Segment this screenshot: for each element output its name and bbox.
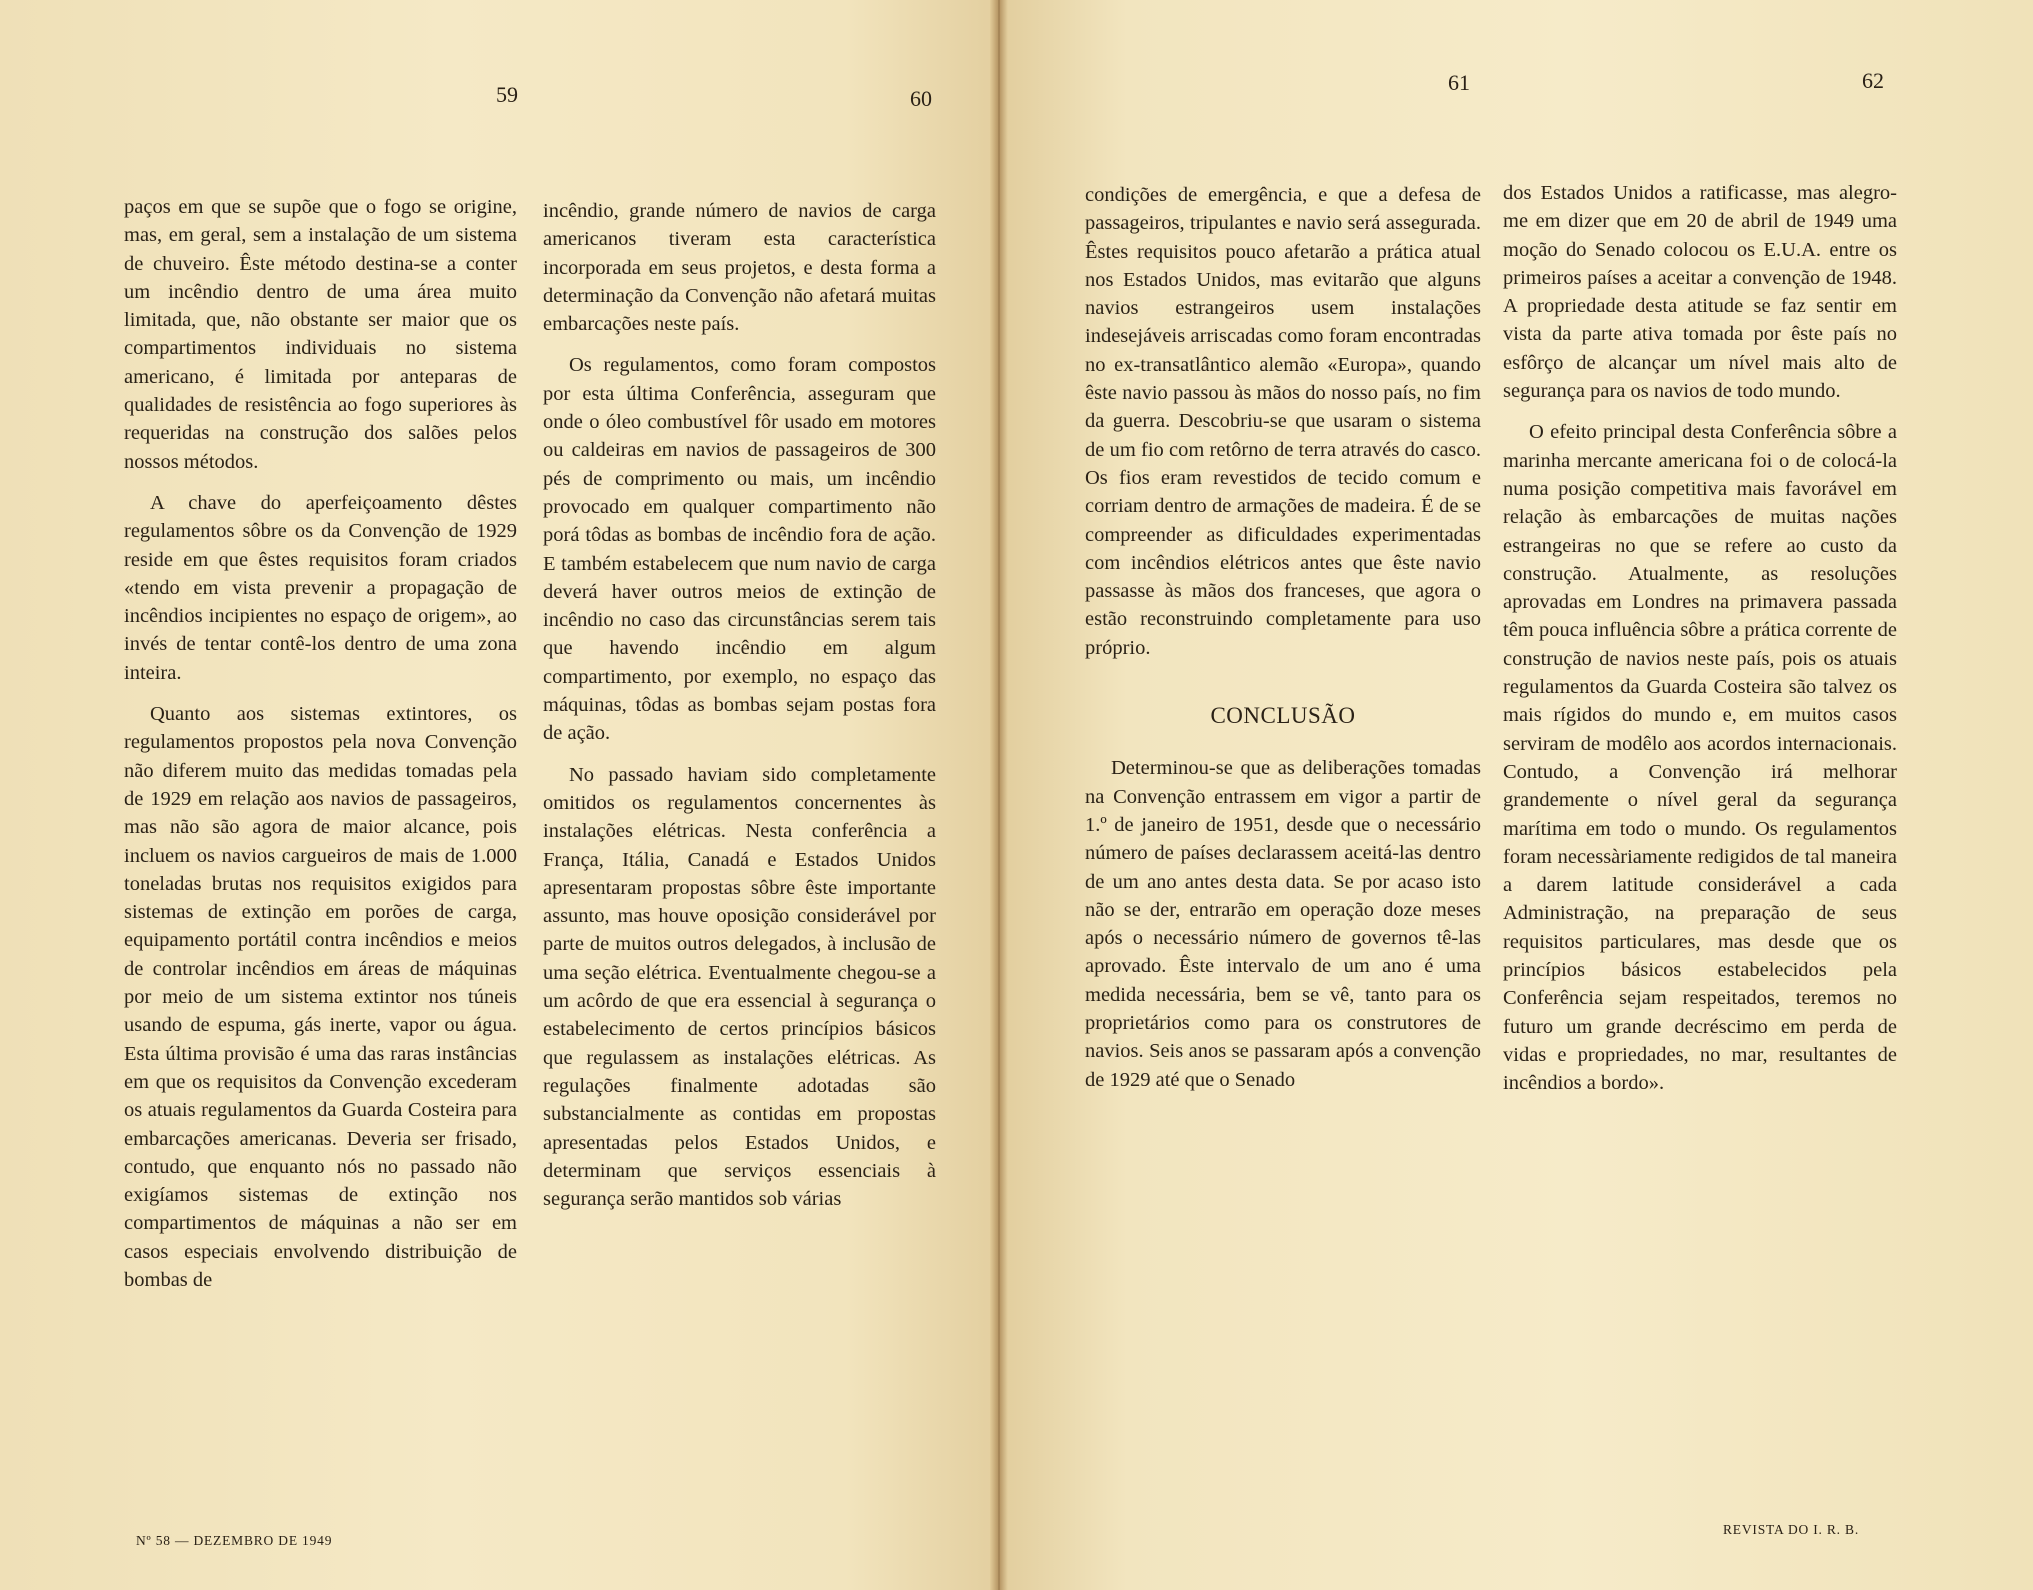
column-page-60 <box>543 197 936 1226</box>
column-page-61 <box>1085 181 1481 1107</box>
paragraph: incêndio, grande número de navios de carga americanos tiveram esta característica incorporada em seus projetos, e desta forma a determinação da Convenção não afetará muitas embarcações neste país. <box>543 200 936 336</box>
page-number-62: 62 <box>1862 68 1884 93</box>
paragraph: No passado haviam sido completamente omitidos os regulamentos concernentes às instalações elétricas. Nesta conferência a França, Itália, Canadá e Estados Unidos apresentaram propostas sôbre êste importante assunto, mas houve oposição considerável por parte de muitos outros delegados, à inclusão de uma seção elétrica. Eventualmente chegou-se a um acôrdo de que era essencial à segurança o estabelecimento de certos princípios básicos que regulassem as instalações elétricas. As regulações finalmente adotadas são substancialmente as contidas em propostas apresentadas pelos Estados Unidos, e determinam que serviços essenciais à segurança serão mantidos sob várias <box>543 763 936 1211</box>
paragraph: Determinou-se que as deliberações tomadas na Convenção entrassem em vigor a partir de 1.º de janeiro de 1951, desde que o necessário número de países declarassem aceitá-las dentro de um ano antes desta data. Se por acaso isto não se der, entrarão em operação doze meses após o necessário número de governos tê-las aprovado. Êste intervalo de um ano é uma medida necessária, bem se vê, tanto para os proprietários como para os construtores de navios. Seis anos se passaram após a convenção de 1929 até que o Senado <box>1085 757 1481 1091</box>
paragraph: paços em que se supõe que o fogo se origine, mas, em geral, sem a instalação de um sistema de chuveiro. Êste método destina-se a conter um incêndio dentro de uma área muito limitada, que, não obstante ser maior que os compartimentos individuais no sistema americano, é limitada por anteparas de qualidades de resistência ao fogo superiores às requeridas na construção dos salões pelos nossos métodos. <box>124 196 517 473</box>
paragraph: Os regulamentos, como foram compostos por esta última Conferência, asseguram que onde o óleo combustível fôr usado em motores ou caldeiras em navios de passageiros de 300 pés de comprimento ou mais, um incêndio provocado em qualquer compartimento não porá tôdas as bombas de incêndio fora de ação. E também estabelecem que num navio de carga deverá haver outros meios de extinção de incêndio no caso das circunstâncias serem tais que havendo incêndio em algum compartimento, por exemplo, no espaço das máquinas, tôdas as bombas sejam postas fora de ação. <box>543 354 936 745</box>
paragraph: condições de emergência, e que a defesa de passageiros, tripulantes e navio será assegurada. Êstes requisitos pouco afetarão a prática atual nos Estados Unidos, mas evitarão que alguns navios estrangeiros usem instalações indesejáveis arriscadas como foram encontradas no ex-transatlântico alemão «Europa», quando êste navio passou às mãos do nosso país, no fim da guerra. Descobriu-se que usaram o sistema de um fio com retôrno de terra através do casco. Os fios eram revestidos de tecido comum e corriam dentro de armações de madeira. É de se compreender as dificuldades experimentadas com incêndios elétricos antes que êste navio passasse às mãos dos franceses, que agora o estão reconstruindo completamente para uso próprio. <box>1085 184 1481 659</box>
paragraph: Quanto aos sistemas extintores, os regulamentos propostos pela nova Convenção não diferem muito das medidas tomadas pela de 1929 em relação aos navios de passageiros, mas não são agora de maior alcance, pois incluem os navios cargueiros de mais de 1.000 toneladas brutas nos requisitos exigidos para sistemas de extinção em porões de carga, equipamento portátil contra incêndios e meios de controlar incêndios em áreas de máquinas por meio de um sistema extintor nos túneis usando de espuma, gás inerte, vapor ou água. Esta última provisão é uma das raras instâncias em que os requisitos da Convenção excederam os atuais regulamentos da Guarda Costeira para embarcações americanas. Deveria ser frisado, contudo, que enquanto nós no passado não exigíamos sistemas de extinção nos compartimentos de máquinas a não ser em casos especiais envolvendo distribuição de bombas de <box>124 703 517 1291</box>
footer-issue: Nº 58 — DEZEMBRO DE 1949 <box>136 1533 333 1548</box>
page-number-61: 61 <box>1448 70 1470 95</box>
paragraph: dos Estados Unidos a ratificasse, mas alegro-me em dizer que em 20 de abril de 1949 uma moção do Senado colocou os E.U.A. entre os primeiros países a aceitar a convenção de 1948. A propriedade desta atitude se faz sentir em vista da parte ativa tomada por êste país no esfôrço de alcançar um nível mais alto de segurança para os navios de todo mundo. <box>1503 182 1897 403</box>
page-number-60: 60 <box>910 86 932 111</box>
paragraph: O efeito principal desta Conferência sôbre a marinha mercante americana foi o de colocá-la numa posição competitiva mais favorável em relação às embarcações de muitas nações estrangeiras no que se refere ao custo da construção. Atualmente, as resoluções aprovadas em Londres na primavera passada têm pouca influência sôbre a prática corrente de construção de navios neste país, pois os atuais regulamentos da Guarda Costeira são talvez os mais rígidos do mundo e, em muitos casos serviram de modêlo aos acordos internacionais. Contudo, a Convenção irá melhorar grandemente o nível geral da segurança marítima em todo o mundo. Os regulamentos foram necessàriamente redigidos de tal maneira a darem latitude considerável a cada Administração, na preparação de seus requisitos particulares, mas desde que os princípios básicos estabelecidos pela Conferência sejam respeitados, teremos no futuro um grande decréscimo em perda de vidas e propriedades, no mar, resultantes de incêndios a bordo». <box>1503 421 1897 1095</box>
column-page-62 <box>1503 179 1897 1111</box>
section-heading-conclusao: CONCLUSÃO <box>1210 703 1356 729</box>
column-page-59 <box>124 193 517 1307</box>
paragraph: A chave do aperfeiçoamento dêstes regulamentos sôbre os da Convenção de 1929 reside em que êstes requisitos foram criados «tendo em vista prevenir a propagação de incêndios incipientes no espaço de origem», ao invés de tentar contê-los dentro de uma zona inteira. <box>124 491 517 684</box>
footer-journal: REVISTA DO I. R. B. <box>1723 1522 1860 1537</box>
page-number-59: 59 <box>496 82 518 107</box>
book-gutter <box>990 0 1008 1590</box>
